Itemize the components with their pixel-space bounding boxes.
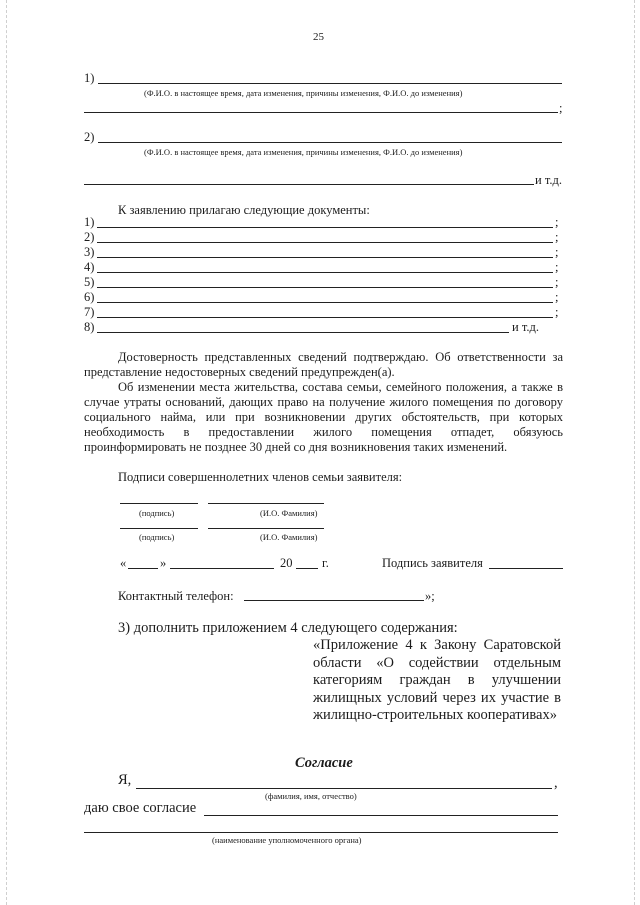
page-edge-right [634,0,635,905]
family-name-line-1[interactable] [208,503,324,504]
family-name-caption-2: (И.О. Фамилия) [260,532,318,542]
fio-item-1-caption: (Ф.И.О. в настоящее время, дата изменения, причины изменения, Ф.И.О. до изменения) [144,88,463,98]
doc-item-5-line[interactable] [97,287,553,288]
doc-item-8-number: 8) [84,320,95,334]
date-month-line[interactable] [170,568,274,569]
doc-item-2-line[interactable] [97,242,553,243]
doc-item-5-number: 5) [84,275,95,289]
date-quote-open: « [120,556,127,570]
doc-item-1-line[interactable] [97,227,553,228]
date-year-suffix: г. [322,556,329,570]
doc-item-4-line[interactable] [97,272,553,273]
consent-org-caption: (наименование уполномоченного органа) [212,835,362,845]
consent-fio-line[interactable] [136,788,552,789]
fio-item-2-line-2[interactable] [84,184,534,185]
date-year-line[interactable] [296,568,318,569]
signatures-title: Подписи совершеннолетних членов семьи заявителя: [118,470,403,484]
fio-item-2-caption: (Ф.И.О. в настоящее время, дата изменения, причины изменения, Ф.И.О. до изменения) [144,147,463,157]
phone-end: »; [425,589,435,603]
appendix-heading: «Приложение 4 к Закону Саратовской области «О содействии отдельным категориям граждан в улучшении жилищных условий через их участие в жилищно-строительных кооперативах» [313,637,561,723]
family-sign-caption-2: (подпись) [139,532,175,542]
doc-item-7-line[interactable] [97,317,553,318]
fio-item-1-number: 1) [84,71,95,85]
doc-item-6-end: ; [555,290,559,304]
fio-item-1-end: ; [559,101,563,115]
doc-item-1-end: ; [555,215,559,229]
doc-item-7-number: 7) [84,305,95,319]
doc-item-7-end: ; [555,305,559,319]
paragraph-obligation: Об изменении места жительства, состава семьи, семейного положения, а также в случае утраты оснований, дающих право на получение жилого помещения по договору социального найма, или при возникновении других обстоятельств, при которых необходимость в предоставлении жилого помещения отпадет, обязуюсь проинформировать не позднее 30 дней со дня возникновения таких изменений. [84,380,563,454]
doc-item-8-line[interactable] [97,332,509,333]
family-sign-caption-1: (подпись) [139,508,175,518]
fio-item-2-number: 2) [84,130,95,144]
consent-org-line-2[interactable] [84,832,558,833]
consent-org-line[interactable] [204,815,558,816]
doc-item-5-end: ; [555,275,559,289]
phone-input-line[interactable] [244,600,424,601]
doc-item-3-line[interactable] [97,257,553,258]
amendment-line: 3) дополнить приложением 4 следующего содержания: [118,620,458,636]
family-sign-line-2[interactable] [120,528,198,529]
consent-give: даю свое согласие [84,800,197,816]
page-edge-left [6,0,7,905]
doc-item-2-end: ; [555,230,559,244]
date-year-prefix: 20 [280,556,293,570]
family-name-caption-1: (И.О. Фамилия) [260,508,318,518]
date-quote-close: » [160,556,167,570]
date-day-line[interactable] [128,568,158,569]
doc-item-3-end: ; [555,245,559,259]
docs-intro: К заявлению прилагаю следующие документы: [118,203,370,217]
consent-fio-caption: (фамилия, имя, отчество) [265,791,357,801]
fio-item-2-end: и т.д. [535,173,562,187]
fio-item-1-line[interactable] [98,83,562,84]
fio-item-2-line[interactable] [98,142,562,143]
page-number: 25 [313,31,324,43]
doc-item-3-number: 3) [84,245,95,259]
doc-item-2-number: 2) [84,230,95,244]
family-sign-line-1[interactable] [120,503,198,504]
family-name-line-2[interactable] [208,528,324,529]
applicant-sign-line[interactable] [489,568,563,569]
doc-item-6-line[interactable] [97,302,553,303]
paragraph-reliability: Достоверность представленных сведений подтверждаю. Об ответственности за представление недостоверных сведений предупрежден(а). [84,350,563,379]
applicant-sign-label: Подпись заявителя [382,556,483,570]
consent-fio-comma: , [554,775,558,791]
fio-item-1-line-2[interactable] [84,112,558,113]
doc-item-4-number: 4) [84,260,95,274]
doc-item-1-number: 1) [84,215,95,229]
phone-label: Контактный телефон: [118,589,234,603]
consent-ya: Я, [118,772,132,788]
consent-title: Согласие [295,755,353,771]
doc-item-8-end: и т.д. [512,320,539,334]
doc-item-4-end: ; [555,260,559,274]
doc-item-6-number: 6) [84,290,95,304]
